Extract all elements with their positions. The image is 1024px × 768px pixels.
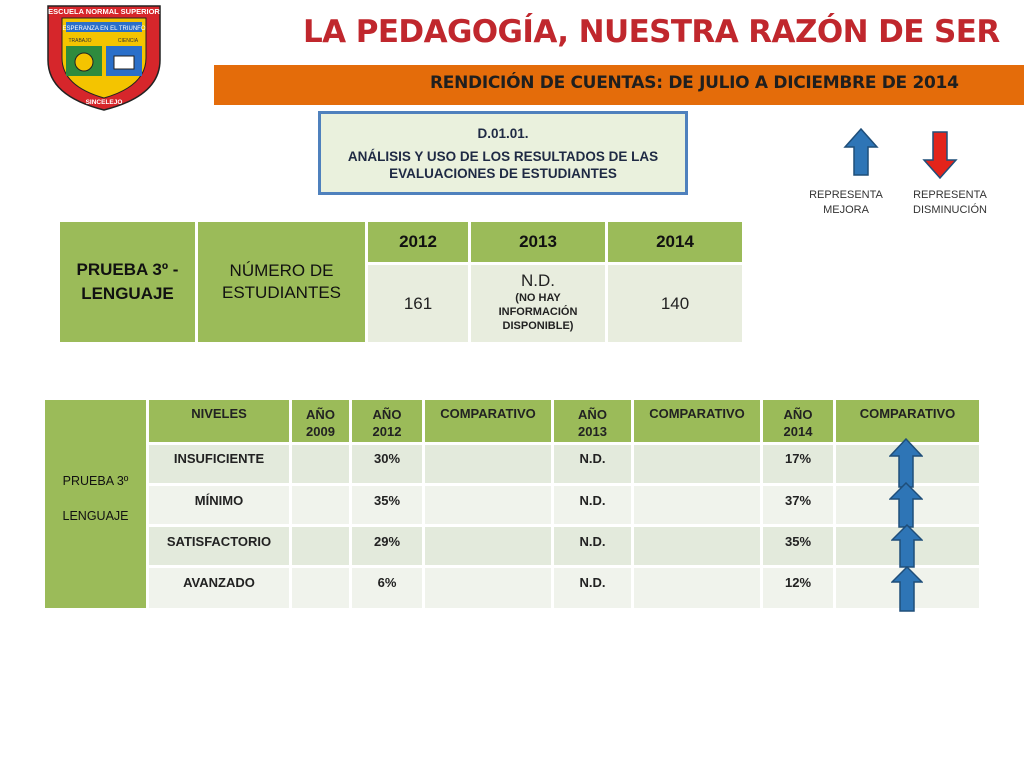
level-2013: N.D. <box>554 445 631 483</box>
header-year-2014: AÑO 2014 <box>763 400 833 442</box>
students-2014-value: 140 <box>608 265 742 342</box>
indicator-box <box>318 111 688 195</box>
header-comparative-2: COMPARATIVO <box>634 400 760 442</box>
level-2014: 35% <box>763 527 833 565</box>
svg-text:TRABAJO: TRABAJO <box>68 38 92 44</box>
arrow-down-icon <box>922 130 958 180</box>
level-2013: N.D. <box>554 486 631 524</box>
svg-text:ESCUELA NORMAL SUPERIOR: ESCUELA NORMAL SUPERIOR <box>48 7 160 16</box>
year-header-2012: 2012 <box>368 222 468 262</box>
indicator-code: D.01.01. <box>477 126 529 141</box>
level-2009 <box>292 445 349 483</box>
header-year-2013: AÑO 2013 <box>554 400 631 442</box>
arrow-up-icon <box>843 127 879 177</box>
level-comparative-1 <box>425 445 551 483</box>
level-name: SATISFACTORIO <box>149 527 289 565</box>
year-header-2014: 2014 <box>608 222 742 262</box>
header-levels: NIVELES <box>149 400 289 442</box>
students-label-cell: NÚMERO DE ESTUDIANTES <box>198 222 365 342</box>
banner-title: RENDICIÓN DE CUENTAS: DE JULIO A DICIEMBRE DE 2014 <box>430 73 959 93</box>
levels-test-line1: PRUEBA 3º <box>62 474 129 488</box>
students-2013-cell <box>471 265 605 342</box>
arrow-up-icon <box>889 482 923 528</box>
level-2014: 37% <box>763 486 833 524</box>
level-2012: 6% <box>352 568 422 608</box>
header-year-2012: AÑO 2012 <box>352 400 422 442</box>
level-comparative-2 <box>634 568 760 608</box>
level-2014: 17% <box>763 445 833 483</box>
level-comparative-1 <box>425 568 551 608</box>
level-comparative-1 <box>425 527 551 565</box>
arrow-up-icon <box>889 438 923 488</box>
levels-test-line2: LENGUAJE <box>62 509 129 523</box>
level-comparative-2 <box>634 486 760 524</box>
students-2013-value: N.D. <box>521 271 555 290</box>
students-2012-value: 161 <box>368 265 468 342</box>
level-2009 <box>292 527 349 565</box>
level-2012: 30% <box>352 445 422 483</box>
indicator-description: ANÁLISIS Y USO DE LOS RESULTADOS DE LAS EVALUACIONES DE ESTUDIANTES <box>347 149 659 181</box>
level-2014: 12% <box>763 568 833 608</box>
svg-text:CIENCIA: CIENCIA <box>117 38 139 44</box>
level-2009 <box>292 486 349 524</box>
level-name: MÍNIMO <box>149 486 289 524</box>
level-2013: N.D. <box>554 527 631 565</box>
header-comparative-3: COMPARATIVO <box>836 400 979 442</box>
legend-improve-label: REPRESENTA MEJORA <box>809 189 883 216</box>
header-year-2009: AÑO 2009 <box>292 400 349 442</box>
level-2013: N.D. <box>554 568 631 608</box>
level-2009 <box>292 568 349 608</box>
school-crest-logo <box>40 0 168 112</box>
test-label-cell: PRUEBA 3º - LENGUAJE <box>60 222 195 342</box>
svg-text:SINCELEJO: SINCELEJO <box>85 99 123 106</box>
levels-test-label-cell <box>45 400 146 608</box>
level-2012: 35% <box>352 486 422 524</box>
arrow-up-icon <box>891 524 923 568</box>
svg-text:ESPERANZA EN EL TRIUNFO: ESPERANZA EN EL TRIUNFO <box>62 26 146 32</box>
arrow-up-icon <box>891 566 923 612</box>
year-header-2013: 2013 <box>471 222 605 262</box>
header-comparative-1: COMPARATIVO <box>425 400 551 442</box>
level-2012: 29% <box>352 527 422 565</box>
level-comparative-2 <box>634 527 760 565</box>
level-name: INSUFICIENTE <box>149 445 289 483</box>
level-comparative-1 <box>425 486 551 524</box>
page-title: LA PEDAGOGÍA, NUESTRA RAZÓN DE SER <box>303 14 1000 50</box>
students-2013-note: (NO HAY INFORMACIÓN DISPONIBLE) <box>498 292 578 332</box>
level-name: AVANZADO <box>149 568 289 608</box>
legend-decrease-label: REPRESENTA DISMINUCIÓN <box>913 189 987 216</box>
level-comparative-2 <box>634 445 760 483</box>
